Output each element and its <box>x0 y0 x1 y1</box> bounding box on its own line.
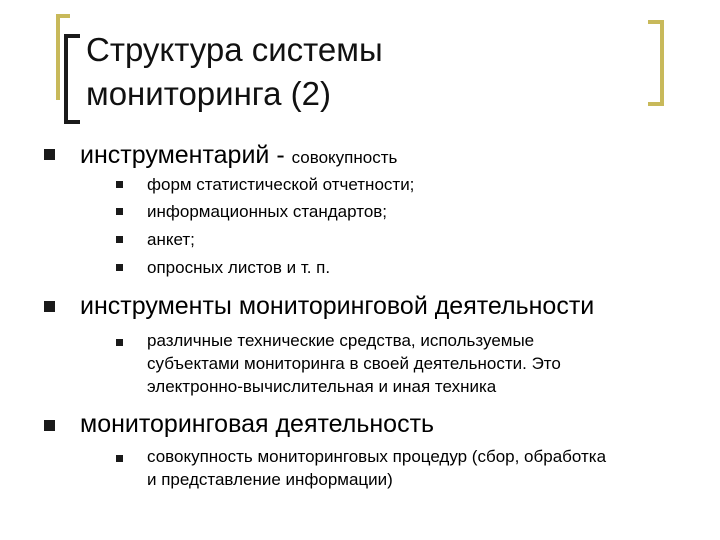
square-bullet-icon <box>116 236 123 243</box>
list-item-line: субъектами мониторинга в своей деятельности. Это <box>147 354 561 373</box>
list-item: опросных листов и т. п. <box>147 258 331 277</box>
title-line-1: Структура системы <box>86 31 383 68</box>
square-bullet-icon <box>116 208 123 215</box>
list-item: информационных стандартов; <box>147 202 388 221</box>
section-heading-instruments: инструменты мониторинговой деятельности <box>80 292 595 320</box>
list-item <box>147 445 707 491</box>
square-bullet-icon <box>116 181 123 188</box>
section-heading-activity: мониторинговая деятельность <box>80 410 435 438</box>
list-item-line: и представление информации) <box>147 470 393 489</box>
heading-text: инструментарий - <box>80 141 292 169</box>
list-item <box>147 329 707 398</box>
list-item-line: электронно-вычислительная и иная техника <box>147 377 497 396</box>
square-bullet-icon <box>44 301 55 312</box>
list-item-line: различные технические средства, используемые <box>147 331 535 350</box>
section-heading-instrumentarium <box>80 140 397 173</box>
square-bullet-icon <box>116 264 123 271</box>
list-item: анкет; <box>147 230 195 249</box>
title-bracket-left <box>64 34 80 124</box>
square-bullet-icon <box>44 420 55 431</box>
heading-tail: совокупность <box>291 148 398 167</box>
list-item: форм статистической отчетности; <box>147 175 415 194</box>
title-bracket-right <box>648 20 664 106</box>
list-item-line: совокупность мониторинговых процедур (сбор, обработка <box>147 447 607 466</box>
square-bullet-icon <box>116 455 123 462</box>
title-line-2: мониторинга (2) <box>86 75 331 112</box>
square-bullet-icon <box>44 149 55 160</box>
slide-title <box>86 28 626 116</box>
square-bullet-icon <box>116 339 123 346</box>
